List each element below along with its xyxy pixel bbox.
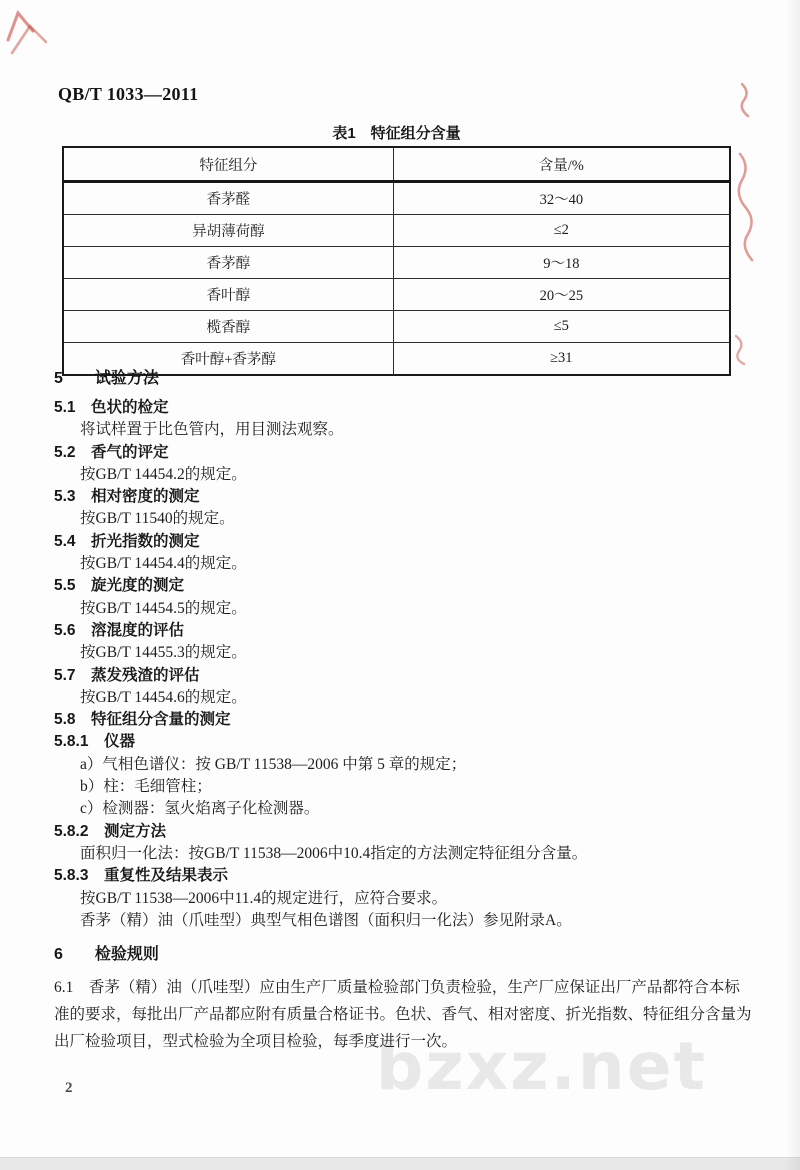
chapter-heading: 5 试验方法 [54, 370, 159, 387]
clause-heading: 5.5 旋光度的测定 [54, 577, 185, 595]
table1 [62, 146, 731, 376]
page-number: 2 [65, 1080, 73, 1096]
clause-paragraph-line: 6.1 香茅（精）油（爪哇型）应由生产厂质量检验部门负责检验，生产厂应保证出厂产品都符合本标 [54, 979, 740, 997]
clause-text: 香茅（精）油（爪哇型）典型气相色谱图（面积归一化法）参见附录A。 [80, 911, 572, 929]
table1-body [63, 182, 730, 376]
table1-cell-content: ≤2 [393, 215, 730, 247]
table1-cell-content: 9～18 [393, 247, 730, 279]
clause-text: 面积归一化法：按GB/T 11538—2006中10.4指定的方法测定特征组分含量。 [80, 844, 588, 862]
table1-row [63, 279, 730, 311]
clause-heading: 5.8.2 测定方法 [54, 822, 166, 840]
clause-paragraph-line: 出厂检验项目，型式检验为全项目检验，每季度进行一次。 [54, 1033, 458, 1051]
clause-heading: 5.4 折光指数的测定 [54, 532, 200, 550]
clause-text: 按GB/T 14454.5的规定。 [80, 599, 247, 617]
clause-heading: 5.8.3 重复性及结果表示 [54, 867, 228, 885]
table1-cell-component: 香叶醇 [63, 279, 393, 311]
clause-paragraph-line: 准的要求，每批出厂产品都应附有质量合格证书。色状、香气、相对密度、折光指数、特征组分含量为 [54, 1006, 752, 1024]
clause-text: 按GB/T 14454.4的规定。 [80, 555, 247, 573]
table1-cell-component: 香茅醇 [63, 247, 393, 279]
table1-cell-content: 32～40 [393, 182, 730, 215]
clause-text: b）柱：毛细管柱； [80, 778, 212, 796]
clause-heading: 5.6 溶混度的评估 [54, 621, 185, 639]
table1-header-content: 含量/% [393, 147, 730, 182]
sections-container [54, 368, 760, 1055]
clause-heading: 5.2 香气的评定 [54, 443, 169, 461]
chapter-heading: 6 检验规则 [54, 946, 159, 964]
red-pen-mark-top-left [2, 4, 58, 58]
table1-cell-component: 香茅醛 [63, 182, 393, 215]
clause-text: c）检测器：氢火焰离子化检测器。 [80, 800, 320, 818]
watermark-text: bzxz.net [376, 1028, 708, 1105]
clause-text: 将试样置于比色管内，用目测法观察。 [80, 421, 344, 439]
clause-text: 按GB/T 14454.6的规定。 [80, 688, 247, 706]
table1-cell-component: 榄香醇 [63, 311, 393, 343]
table1-row [63, 182, 730, 215]
table1-cell-component: 异胡薄荷醇 [63, 215, 393, 247]
red-pen-mark-right-margin [728, 78, 762, 368]
clause-heading: 5.7 蒸发残渣的评估 [54, 666, 200, 684]
scan-bottom-band [0, 1157, 800, 1170]
clause-heading: 5.3 相对密度的测定 [54, 488, 200, 506]
clause-text: 按GB/T 11538—2006中11.4的规定进行，应符合要求。 [80, 889, 448, 907]
clause-heading: 5.1 色状的检定 [54, 399, 169, 416]
scan-right-edge-shadow [786, 0, 800, 1170]
table1-cell-content: ≥31 [393, 343, 730, 376]
table1-row [63, 215, 730, 247]
table1-cell-component: 香叶醇+香茅醇 [63, 343, 393, 376]
clause-heading: 5.8.1 仪器 [54, 733, 135, 751]
table1-header-component: 特征组分 [63, 147, 393, 182]
clause-text: a）气相色谱仪：按 GB/T 11538—2006 中第 5 章的规定； [80, 755, 467, 773]
clause-heading: 5.8 特征组分含量的测定 [54, 711, 231, 729]
table1-row [63, 311, 730, 343]
table1-row [63, 247, 730, 279]
clause-text: 按GB/T 14455.3的规定。 [80, 644, 247, 662]
table1-header-row [63, 147, 730, 182]
table1-cell-content: ≤5 [393, 311, 730, 343]
clause-text: 按GB/T 11540的规定。 [80, 510, 235, 528]
table1-cell-content: 20～25 [393, 279, 730, 311]
clause-text: 按GB/T 14454.2的规定。 [80, 465, 247, 483]
table1-title: 表1 特征组分含量 [332, 125, 461, 142]
standard-number: QB/T 1033—2011 [58, 84, 199, 104]
